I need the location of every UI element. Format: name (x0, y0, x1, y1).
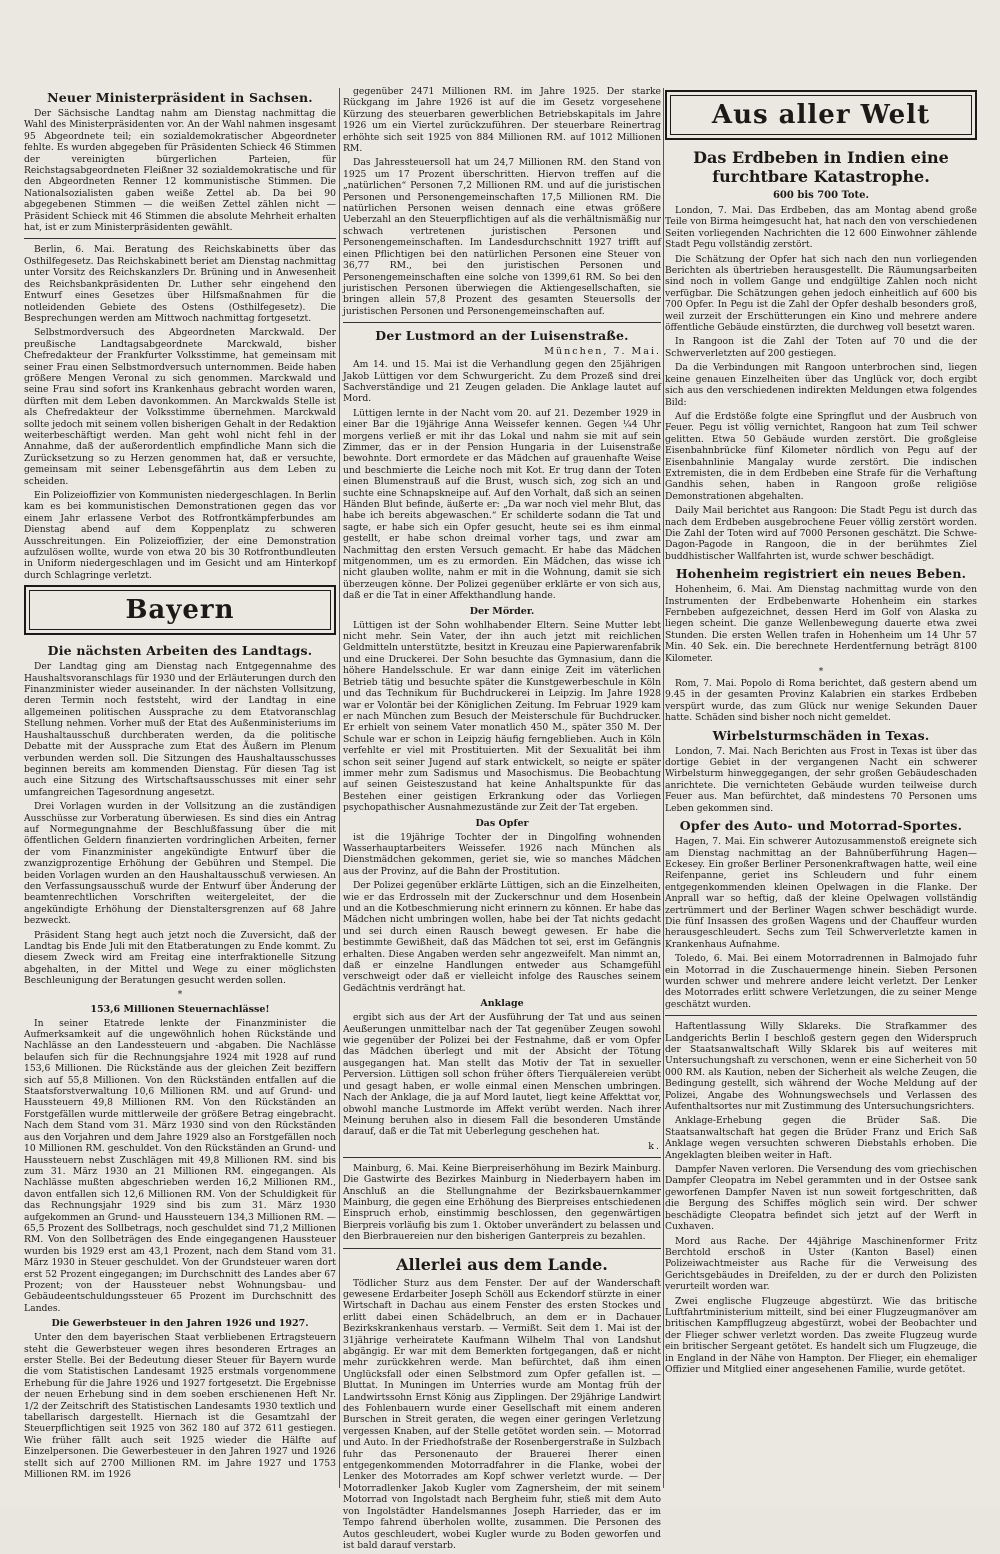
article-opfer-2: Der Polizei gegenüber erklärte Lüttigen, sich an die Einzelheiten, wie er das Erdrosseln mit der Zuckerschnur und dem Hosenbein und an die Kotbeschmierung nicht erinnern zu können. Er habe das Mädchen nicht umbringen wollen, habe bei der Tat nichts gedacht und sei durch einen Rausch bewegt gewesen. Er habe die bestimmte Gewißheit, daß das Mädchen tot sei, erst im Gefängnis erhalten. Diese Angaben werden sehr angezweifelt. Man nimmt an, daß er einzelne Handlungen entweder aus Schamgefühl verschweigt oder daß er vielleicht infolge des Rausches seinem Gedächtnis verdrängt hat. (343, 880, 661, 994)
article-allerlei: Tödlicher Sturz aus dem Fenster. Der auf der Wanderschaft gewesene Erdarbeiter Joseph Schöll aus Eckendorf stürzte in einer Wirtschaft in Dachau aus einem Fenster des ersten Stockes und erlitt dabei einen Schädelbruch, an dem er in Dachauer Bezirkskrankenhaus verstarb. — Vermißt. Seit dem 1. Mai ist der 31jährige verheiratete Kaufmann Wilhelm Thal von Landshut abgängig. Er war mit dem Bemerkten fortgegangen, daß er nicht mehr zurückkehren werde. Man befürchtet, daß ihm einen Unglücksfall oder einen Selbstmord zum Opfer gefallen ist. — Bluttat. In Muningen im Unterries wurde am Montag früh der Landwirtssohn Ernst König aus Zipplingen. Der 29jährige Landwirt des Fohlenbauern wurde einer Gesellschaft mit einem anderen Burschen in Streit geraten, die wegen einer geringen Verletzung vergessen Knaben, auf der Stelle getötet worden sein. — Motorrad und Auto. In der Friedhofstraße der Rosenbergerstraße in Sulzbach fuhr das Personenauto der Brauerei Iherer einen entgegenkommenden Motorradfahrer in die Flanke, wobei der Lenker des Motorrades am Kopf schwer verletzt wurde. — Der Motorradlenker Jakob Kugler vom Zagnersheim, der mit seinem Motorrad von Ingolstadt nach Bergheim fuhr, stieß mit dem Auto von Ingolstädter Handelsmannes Joseph Harrieder, das er im Tempo fahrend überholen wollte, zusammen. Die Personen des Autos geschleudert, wobei Kugler wurde zu Boden geworfen und ist bald darauf verstarb. (343, 1277, 661, 1551)
divider (343, 1248, 661, 1249)
headline-hohenheim: Hohenheim registriert ein neues Beben. (675, 566, 967, 582)
headline-gewerbesteuer: Die Gewerbsteuer in den Jahren 1926 und 1927. (51, 1318, 309, 1330)
article-auto-1: Hagen, 7. Mai. Ein schwerer Autozusammenstoß ereignete sich am Dienstag nachmittag an der Bahnüberführung Hagen—Eckesey. Ein großer Berliner Personenkraftwagen hatte, weil eine Reifenpanne, geriet ins Schleudern und fuhr einem entgegenkommenden kleinen Opelwagen in die Flanke. Der Anprall war so heftig, daß der kleine Opelwagen vollständig zertrümmert und der Berliner Wagen schwer beschädigt wurde. Die fünf Insassen des großen Wagens und der Chauffeur wurden herausgeschleudert. Sechs zum Teil Schwerverletzte kamen in Krankenhaus Aufnahme. (665, 836, 977, 950)
author-mark: k. (648, 1140, 661, 1152)
article-erdbeben-5: Auf die Erdstöße folgte eine Springflut und der Ausbruch von Feuer. Pegu ist völlig vernichtet, Rangoon hat zum Teil schwer gelitten. Etwa 50 Gebäude wurden zerstört. Die großgleise Eisenbahnbrücke fünf Kilometer nördlich von Pegu auf der Eisenbahnlinie Mangalay wurde zerstört. Die indischen Extremisten, die in dem Erdbeben eine Strafe für die Verhaftung Gandhis sehen, haben in Rangoon große religiöse Demonstrationen abgehalten. (665, 410, 977, 502)
article-moerder: Lüttigen ist der Sohn wohlhabender Eltern. Seine Mutter lebt nicht mehr. Sein Vater, der ihn auch jetzt mit reichlichen Geldmitteln unterstützte, besitzt in Kreuzau eine Papierwarenfabrik und eine Druckerei. Der Sohn besuchte das Gymnasium, dann die höhere Handelsschule. Er war dann einige Zeit im väterlichen Betrieb tätig und besuchte später die Kunstgewerbeschule in Köln und das Technikum für Buchdruckerei in Leipzig. Im Jahre 1928 war er Volontär bei der Königlichen Zeitung. Im Februar 1929 kam er nach München zum Besuch der Meisterschule für Buchdrucker. Er erhielt von seinem Vater monatlich 450 M., später 350 M. Der Schule war er schon in Leipzig häufig ferngeblieben. Auch in Köln verfehlte er viel mit Prostituierten. Mit der Sexualität bei ihm schon seit seiner Jugend auf stark entwickelt, so neigte er später immer mehr zum Sadismus und Masochismus. Die Beobachtung auf seinen Geisteszustand hat keine Anhaltspunkte für das Bestehen einer geistigen Erkrankung oder das Vorliegen psychopathischer Ausnahmezustände zur Zeit der Tat ergeben. (343, 619, 661, 814)
headline-allerlei: Allerlei aus dem Lande. (396, 1254, 608, 1274)
article-gewerbesteuer: Unter den dem bayerischen Staat verbliebenen Ertragsteuern steht die Gewerbsteuer wegen ihres besonderen Ertrages an erster Stelle. Bei der Bedeutung dieser Steuer für Bayern wurde die vom Statistischen Landesamt 1925 erstmals vorgenommene Erhebung für die Jahre 1926 und 1927 fortgesetzt. Die Ergebnisse der neuen Erhebung sind in dem soeben erschienenen Heft Nr. 1/2 der Zeitschrift des Statistischen Landesamts 1930 textlich und tabellarisch dargestellt. Hiernach ist die Gesamtzahl der Steuerpflichtigen seit 1925 von 362 180 auf 372 611 gestiegen. Wie früher fällt auch seit 1925 wieder die Hälfte auf Einzelpersonen. Die Gewerbesteuer in den Jahren 1927 und 1926 stellt sich auf 2700 Millionen RM. im Jahre 1927 und 1753 Millionen RM. im 1926 (24, 1332, 336, 1481)
section-box-welt (665, 90, 977, 140)
article-lustmord-2: Lüttigen lernte in der Nacht vom 20. auf 21. Dezember 1929 in einer Bar die 19jährige Anna Weissefer kennen. Gegen ¼4 Uhr morgens verließ er mit ihr das Lokal und nahm sie mit auf sein Zimmer, das er in der Pension Hungaria in der Luisenstraße bewohnte. Dort ermordete er das Mädchen auf grauenhafte Weise und beschmierte die Leiche noch mit Kot. Er trug dann der Toten einen Blumenstrauß auf die Brust, wusch sich, zog sich an und suchte eine Schnapskneipe auf. Auf den Vorhalt, daß sich an seinen Händen Blut befinde, äußerte er: „Da war noch viel mehr Blut, das habe ich bereits abgewaschen.“ Er schilderte sodann die Tat und sagte, er habe sich ein Opfer gesucht, heute sei es ihm einmal gestellt, er habe schon dreimal vorher tags, und zwar am Nachmittag den ersten Versuch gemacht. Er habe das Mädchen mitgenommen, um es zu ermorden. Ein Mädchen, das wisse ich nicht glauben wollte, nahm er mit in die Wohnung, damit sie sich überzeugen könne. Der Polizei gegenüber erklärte er von sich aus, daß er die Tat in einer Affekthandlung hande. (343, 407, 661, 602)
article-erdbeben-3: In Rangoon ist die Zahl der Toten auf 70 und die der Schwerverletzten auf 200 gestiegen. (665, 336, 977, 359)
subhead-opfer: Das Opfer (475, 817, 529, 829)
headline-erdbeben: Das Erdbeben in Indien eine furchtbare Katastrophe. (693, 148, 949, 186)
headline-auto: Opfer des Auto- und Motorrad-Sportes. (679, 818, 963, 834)
article-sklarek: Haftentlassung Willy Sklareks. Die Strafkammer des Landgerichts Berlin I beschloß gestern gegen den Widerspruch der Staatsanwaltschaft Willy Sklarek bis auf weiteres mit Untersuchungshaft zu verschonen, wenn er eine Sicherheit von 50 000 RM. als Kaution, neben der Sicherheit als welche Zeugen, die Bedingung gestellt, sich während der Woche Meldung auf der Polizei, Angabe des Wohnungswechsels und Verlassen des Aufenthaltsortes nur mit Zustimmung des Untersuchungsrichters. (665, 1021, 977, 1113)
subhead-anklage: Anklage (480, 998, 524, 1010)
column-middle (343, 86, 661, 1554)
headline-steuer: 153,6 Millionen Steuernachlässe! (90, 1003, 270, 1015)
subhead-tote: 600 bis 700 Tote. (772, 190, 870, 201)
article-polizeioffizier: Ein Polizeioffizier von Kommunisten niedergeschlagen. In Berlin kam es bei kommunistischen Demonstrationen gegen das vor einem Jahr erlassene Verbot des Rotfrontkämpferbundes am Dienstag abend auf dem Koppenplatz zu schweren Ausschreitungen. Ein Polizeioffizier, der eine Demonstration aufzulösen wollte, wurde von etwa 20 bis 30 Rotfrontbundleuten in Uniform niedergeschlagen und im Gesicht und am Hinterkopf durch Schlagringe verletzt. (24, 490, 336, 581)
headline-lustmord: Der Lustmord an der Luisenstraße. (375, 328, 629, 344)
article-steuer: In seiner Etatrede lenkte der Finanzminister die Aufmerksamkeit auf die ungewöhnlich hohen Rückstände und Nachlässe an den Landessteuern und -abgaben. Die Nachlässe belaufen sich für die Rechnungsjahre 1924 mit 1928 auf rund 153,6 Millionen. Die Rückstände aus der gleichen Zeit beziffern sich auf 55,8 Millionen. Von den Rückständen entfallen auf die Staatsforstverwaltung 10,6 Millionen RM. und auf Grund- und Haussteuern 49,8 Millionen RM. Von den Rückständen an Forstgefällen wurde mittlerweile der größere Betrag eingebracht. Nach dem Stand vom 31. März 1930 sind von den Rückständen aus den Vorjahren und dem Jahre 1929 also an Forstgefällen noch 10 Millionen RM. geschuldet. Von den Rückständen an Grund- und Haussteuern nebst Zuschlägen mit 49,8 Millionen RM. sind bis zum 31. März 1930 an 21 Millionen RM. eingegangen. Als Nachlässe mußten abgeschrieben werden 16,2 Millionen RM., davon entfallen sich 12,6 Millionen RM. Von der Schuldigkeit für das Rechnungsjahr 1929 sind bis zum 31. März 1930 aufgekommen an Grund- und Haussteuern 134,3 Millionen RM. — 65,5 Prozent des Sollbetrags, noch geschuldet sind 71,2 Millionen RM. Von den Sollbeträgen des Ende eingegangenen Haussteuer wurden bis 1929 erst am 43,1 Prozent, nach dem Stand vom 31. März 1930 in Steuer geschuldet. Von der Grundsteuer waren dort erst 52 Prozent eingegangen; im Durchschnitt des Landes aber 67 Prozent; von der Haussteuer nebst Wohnungsbau- und Gebäudeentschuldungssteuer 65 Prozent im Durchschnitt des Landes. (24, 1017, 336, 1314)
section-title-bayern: Bayern (29, 590, 331, 630)
article-erdbeben-4: Da die Verbindungen mit Rangoon unterbrochen sind, liegen keine genauen Einzelheiten über das Unglück vor, doch ergibt sich aus den verschiedenen indirekten Meldungen etwa folgendes Bild: (665, 362, 977, 408)
divider (343, 1157, 661, 1158)
article-anklage: ergibt sich aus der Art der Ausführung der Tat und aus seinen Aeußerungen unmittelbar nach der Tat gegenüber Zeugen sowohl wie gegenüber der Polizei bei der Festnahme, daß er vom Opfer das Mädchen überlegt und mit der Absicht der Tötung ausgegangen hat. Man stellt das Motiv der Tat in sexueller Perversion. Lüttigen soll schon früher öfters Tierquälereien verübt und gesagt haben, er wolle einmal einen Menschen umbringen. Nach der Anklage, die ja auf Mord lautet, liegt keine Affekttat vor, obwohl manche Lustmorde im Affekt verübt werden. Nach ihrer Meinung beruhen also in diesem Fall die besonderen Umstände darauf, daß er die Tat mit Ueberlegung geschehen hat. (343, 1012, 661, 1138)
column-rule (339, 88, 340, 1488)
article-marckwald: Selbstmordversuch des Abgeordneten Marckwald. Der preußische Landtagsabgeordnete Marckwald, bisher Chefredakteur der Frankfurter Volksstimme, hat gemeinsam mit seiner Frau einen Selbstmordversuch unternommen. Beide haben größere Mengen Veronal zu sich genommen. Marckwald und seine Frau sind sofort ins Krankenhaus gebracht worden waren, dürften mit dem Leben davonkommen. An Marckwalds Stelle ist als Chefredakteur der Volksstimme übernehmen. Marckwald sollte jedoch mit seinem vollen bisherigen Gehalt in der Redaktion weiterbeschäftigt werden. Man geht wohl nicht fehl in der Annahme, daß der außerordentlich empfindliche Mann sich die Zurücksetzung so zu Herzen genommen hat, daß er versuchte, gemeinsam mit seiner Lebensgefährtin aus dem Leben zu scheiden. (24, 327, 336, 487)
separator-star: * (818, 667, 824, 678)
article-landtag-3: Präsident Stang hegt auch jetzt noch die Zuversicht, daß der Landtag bis Ende Juli mit den Etatberatungen zu Ende kommt. Zu diesem Zweck wird am Freitag eine interfraktionelle Sitzung abgehalten, in der Mittel und Wege zu einer möglichsten Beschleunigung der Beratungen gesucht werden sollen. (24, 929, 336, 987)
separator-star: * (177, 989, 183, 1000)
section-title-welt: Aus aller Welt (670, 95, 972, 135)
subhead-moerder: Der Mörder. (469, 605, 535, 617)
article-mord: Mord aus Rache. Der 44jährige Maschinenformer Fritz Berchtold erschoß in Uster (Kanton Basel) einen Polizeiwachtmeister aus Rache für die Verweisung des Gerichtsgebäudes in Dreifelden, zu der er durch den Polizisten verurteilt worden war. (665, 1235, 977, 1293)
article-lustmord-1: Am 14. und 15. Mai ist die Verhandlung gegen den 25jährigen Jakob Lüttigen vor dem Schwurgericht. Zu dem Prozeß sind drei Sachverständige und 21 Zeugen geladen. Die Anklage lautet auf Mord. (343, 359, 661, 405)
article-erdbeben-2: Die Schätzung der Opfer hat sich nach den nun vorliegenden Berichten als übertrieben herausgestellt. Die Räumungsarbeiten sind noch in vollem Gange und endgültige Zahlen noch nicht verfügbar. Die Schätzungen gehen jedoch einheitlich auf 600 bis 700 Opfer. In Pegu ist die Zahl der Opfer deshalb besonders groß, weil zurzeit der Erschütterungen ein Kino und mehrere andere öffentliche Gebäude einstürzten, die durchweg voll besetzt waren. (665, 253, 977, 334)
section-box-bayern (24, 585, 336, 635)
article-landtag-1: Der Landtag ging am Dienstag nach Entgegennahme des Haushaltsvoranschlags für 1930 und der Erläuterungen durch den Finanzminister wieder auseinander. In der nächsten Vollsitzung, deren Termin noch feststeht, wird der Landtag in eine allgemeinen politischen Aussprache zu dem Etatvoranschlag Stellung nehmen. Vorher muß der Etat des Außenministeriums im Haushaltausschuß durchberaten werden, da die politische Debatte mit der Aussprache zum Etat des Äußern im Plenum verbunden werden soll. Die Sitzungen des Haushaltausschusses beginnen bereits am kommenden Dienstag. Für diesen Tag ist auch eine Sitzung des Wirtschaftsausschusses mit einer sehr umfangreichen Tagesordnung angesetzt. (24, 661, 336, 798)
article-steuersoll: Das Jahressteuersoll hat um 24,7 Millionen RM. den Stand von 1925 um 17 Prozent überschritten. Hiervon treffen auf die „natürlichen“ Personen 7,2 Millionen RM. und auf die juristischen Personen und Personengemeinschaften 17,5 Millionen RM. Die natürlichen Personen weisen dennach eine etwas größere Ueberzahl an den Steuerpflichtigen auf als die verhältnismäßig nur schwach vertretenen juristischen Personen und Personengemeinschaften. Im Landesdurchschnitt 1927 trifft auf einen Pflichtigen bei den natürlichen Personen eine Steuer von 36,77 RM., bei den juristischen Personen und Personengemeinschaften eine solche von 1399,61 RM. So bei den juristischen Personen überwiegen die Aktiengesellschaften, sie bringen allein 57,8 Prozent des gesamten Steuersolls der juristischen Personen und Personengemeinschaften auf. (343, 157, 661, 317)
article-sachsen: Der Sächsische Landtag nahm am Dienstag nachmittag die Wahl des Ministerpräsidenten vor. An der Wahl nahmen insgesamt 95 Abgeordnete teil; ein sozialdemokratischer Abgeordneter fehlte. Es wurden abgegeben für Präsidenten Schieck 46 Stimmen der vereinigten bürgerlichen Parteien, für Reichstagsabgeordneten Fleißner 32 sozialdemokratische und für den Abgeordneten Renner 12 kommunistische Stimmen. Die Nationalsozialisten gaben weiße Zettel ab. Da bei 90 abgegebenen Stimmen — die weißen Zettel zählen nicht — Präsident Schieck mit 46 Stimmen die absolute Mehrheit erhalten hat, ist er zum Ministerpräsidenten gewählt. (24, 108, 336, 234)
article-auto-2: Toledo, 6. Mai. Bei einem Motorradrennen in Balmojado fuhr ein Motorrad in die Zuschauermenge hinein. Sieben Personen wurden schwer und mehrere andere leicht verletzt. Der Lenker des Motorrades erlitt schwere Verletzungen, die zu seiner Menge geschätzt wurden. (665, 953, 977, 1010)
headline-texas: Wirbelsturmschäden in Texas. (712, 727, 930, 743)
dateline-muenchen: München, 7. Mai. (544, 346, 661, 358)
headline-sachsen: Neuer Ministerpräsident in Sachsen. (47, 90, 313, 105)
article-erdbeben-6: Daily Mail berichtet aus Rangoon: Die Stadt Pegu ist durch das nach dem Erdbeben ausgebrochene Feuer völlig zerstört worden. Die Zahl der Toten wird auf 7000 Personen geschätzt. Die Schwe-Dagon-Pagode in Rangoon, die in der berühmtes Ziel buddhistischer Wallfahrten ist, wurde schwer beschädigt. (665, 505, 977, 562)
column-left (24, 86, 336, 1483)
divider (343, 322, 661, 323)
article-sass: Anklage-Erhebung gegen die Brüder Saß. Die Staatsanwaltschaft hat gegen die Brüder Franz und Erich Saß Anklage wegen versuchten schweren Diebstahls erhoben. Die Angeklagten bleiben weiter in Haft. (665, 1115, 977, 1161)
column-rule (663, 88, 664, 1488)
divider (24, 238, 336, 239)
article-opfer-1: ist die 19jährige Tochter der in Dingolfing wohnenden Wasserhauptarbeiters Weissefer. 1926 nach München als Dienstmädchen gekommen, geriet sie, wie so manches Mädchen aus der Provinz, auf die Bahn der Prostitution. (343, 831, 661, 877)
article-mainburg: Mainburg, 6. Mai. Keine Bierpreiserhöhung im Bezirk Mainburg. Die Gastwirte des Bezirkes Mainburg in Niederbayern haben im Anschluß an die Stellungnahme der Bezirksbauernkammer Mainburg, die gegen eine Erhöhung des Bierpreises entschiedenen Einspruch erhob, einstimmig beschlossen, den gegenwärtigen Bierpreis vorläufig bis zum 1. Oktober unverändert zu belassen und den Bierbrauereien nur den bisherigen Ganterpreis zu bezahlen. (343, 1162, 661, 1243)
article-flugzeuge: Zwei englische Flugzeuge abgestürzt. Wie das britische Luftfahrtministerium mitteilt, sind bei einer Flugzeugmanöver am britischen Kampfflugzeug abgestürzt, wobei der Beobachter und der Flieger schwer verletzt worden. Das zweite Flugzeug wurde ein britischer Sergeant getötet. Es handelt sich um Flugzeuge, die in England in der Nähe von Hampton. Der Flieger, ein ehemaliger Offizier und Mitglied einer angesehenen Familie, wurde getötet. (665, 1295, 977, 1375)
article-landtag-2: Drei Vorlagen wurden in der Vollsitzung an die zuständigen Ausschüsse zur Vorberatung überwiesen. Es sind dies ein Antrag auf Normegungnahme der Beschlußfassung über die mit öffentlichen Geldern finanzierten vordringlichen Arbeiten, ferner der vom Finanzminister angekündigte Entwurf über die zwanzigprozentige Erhöhung der Gebühren und Stempel. Die beiden Vorlagen wurden an den Haushaltausschuß verwiesen. An den Verfassungsausschuß wurde der Entwurf über Änderung der beamtenrechtlichen Vorschriften weitergeleitet, der die angekündigte Erhöhung der Dienstaltersgrenzen auf 68 Jahre bezweckt. (24, 801, 336, 927)
article-dampfer: Dampfer Naven verloren. Die Versendung des vom griechischen Dampfer Cleopatra im Nebel gerammten und in der Ostsee sank geworfenen Dampfer Naven ist nun soweit fortgeschritten, daß die Bergung des Schiffes möglich sein wird. Der schwer beschädigte Cleopatra befindet sich jetzt auf der Werft in Cuxhaven. (665, 1164, 977, 1233)
article-rom: Rom, 7. Mai. Popolo di Roma berichtet, daß gestern abend um 9.45 in der gesamten Provinz Kalabrien ein starkes Erdbeben verspürt wurde, das zum Glück nur wenige Sekunden Dauer hatte. Schäden sind bisher noch nicht gemeldet. (665, 678, 977, 724)
article-osthilfe: Berlin, 6. Mai. Beratung des Reichskabinetts über das Osthilfegesetz. Das Reichskabinett beriet am Dienstag nachmittag unter Vorsitz des Reichskanzlers Dr. Brüning und in Anwesenheit des Reichsbankpräsidenten Dr. Luther sehr eingehend den Entwurf eines Gesetzes über Hilfsmaßnahmen für die notleidenden Gebiete des Ostens (Osthilfegesetz). Die Besprechungen werden am Mittwoch nachmittag fortgesetzt. (24, 244, 336, 324)
article-erdbeben-1: London, 7. Mai. Das Erdbeben, das am Montag abend große Teile von Birma heimgesucht hat, hat nach den von verschiedenen Seiten vorliegenden Nachrichten die 12 600 Einwohner zählende Stadt Pegu vollständig zerstört. (665, 205, 977, 251)
article-gewerbe-cont: gegenüber 2471 Millionen RM. im Jahre 1925. Der starke Rückgang im Jahre 1926 ist auf die im Gesetz vorgesehene Kürzung des steuerbaren gewerblichen Betriebskapitals im Jahre 1926 um ein Viertel zurückzuführen. Der steuerbare Reinertrag erhöhte sich seit 1925 von 884 Millionen RM. auf 1012 Millionen RM. (343, 86, 661, 155)
article-hohenheim: Hohenheim, 6. Mai. Am Dienstag nachmittag wurde von den Instrumenten der Erdbebenwarte Hohenheim ein starkes Fernbeben aufgezeichnet, dessen Herd im Golf von Alaska zu liegen scheint. Die ganze Wellenbewegung dauerte etwa zwei Stunden. Die ersten Wellen trafen in Hohenheim um 14 Uhr 57 Min. 40 Sek. ein. Die berechnete Herdentfernung beträgt 8100 Kilometer. (665, 584, 977, 664)
divider (665, 1015, 977, 1016)
column-right (665, 86, 977, 1378)
article-texas: London, 7. Mai. Nach Berichten aus Frost in Texas ist über das dortige Gebiet in der vergangenen Nacht ein schwerer Wirbelsturm hinweggegangen, der sehr großen Gebäudeschaden anrichtete. Die vernichteten Gebäude wurden teilweise durch Feuer aus. Man befürchtet, daß mindestens 70 Personen ums Leben gekommen sind. (665, 745, 977, 814)
headline-landtag: Die nächsten Arbeiten des Landtags. (47, 643, 313, 659)
